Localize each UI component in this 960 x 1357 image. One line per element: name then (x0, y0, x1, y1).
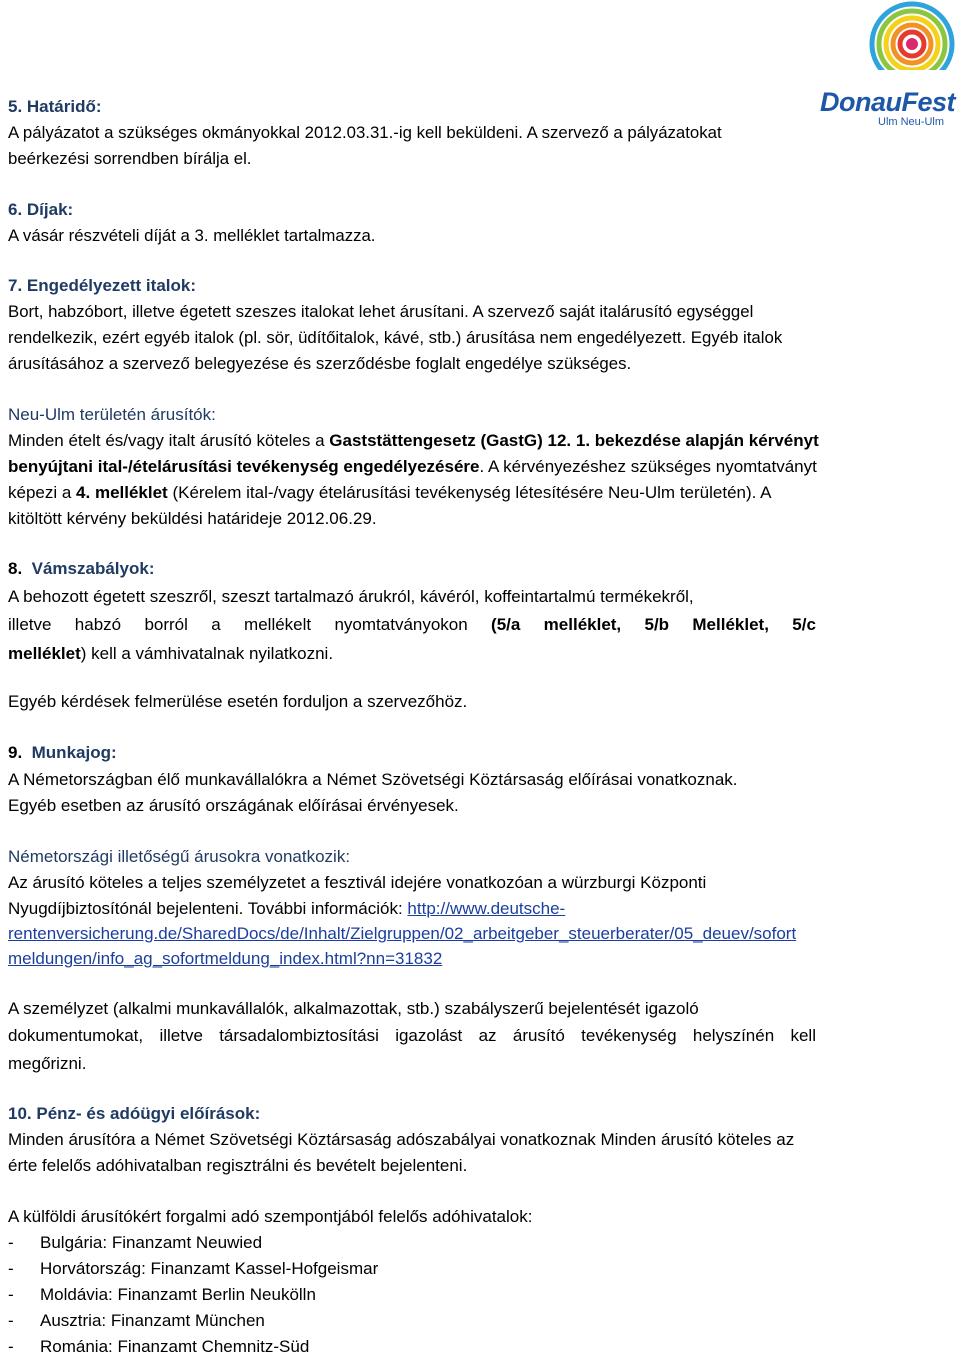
section-8-heading (8, 559, 154, 579)
tax-intro: A külföldi árusítókért forgalmi adó szempontjából felelős adóhivatalok: (8, 1207, 533, 1226)
list-item-text: Bulgária: Finanzamt Neuwied (40, 1233, 263, 1252)
section-7-line-3: árusításához a szervező belegyezése és szerződésbe foglalt engedélye szükséges. (8, 354, 632, 373)
other-questions: Egyéb kérdések felmerülése esetén forduljon a szervezőhöz. (8, 692, 468, 711)
list-dash: - (8, 1285, 14, 1304)
word: kell (790, 1026, 816, 1045)
section-6-line-1: A vásár részvételi díját a 3. melléklet tartalmazza. (8, 226, 376, 245)
neu-ulm-line-4: kitöltött kérvény beküldési határideje 2012.06.29. (8, 509, 377, 528)
list-item (8, 1259, 378, 1279)
logo-subtitle: Ulm Neu-Ulm (878, 116, 944, 128)
neu-ulm-heading: Neu-Ulm területén árusítók: (8, 405, 216, 424)
neu-ulm-line-2b: . A kérvényezéshez szükséges nyomtatványt (479, 457, 817, 476)
word: nyomtatványokon (334, 615, 468, 634)
staff-line-1: A személyzet (alkalmi munkavállalók, alkalmazottak, stb.) szabályszerű bejelentését igazoló (8, 999, 699, 1018)
neu-ulm-line-2a: benyújtani ital-/ételárusítási tevékenység engedélyezésére (8, 457, 480, 476)
germany-line-4 (8, 949, 442, 969)
word: a (211, 615, 221, 634)
section-7-line-1: Bort, habzóbort, illetve égetett szeszes italokat lehet árusítani. A szervező saját italárusító egységgel (8, 302, 754, 321)
word: illetve (159, 1026, 203, 1045)
neu-ulm-line-3c: (Kérelem ital-/vagy ételárusítási tevékenység létesítésére Neu-Ulm területén). A (167, 483, 772, 502)
section-9-heading (8, 743, 117, 763)
section-9-line-1: A Németországban élő munkavállalókra a Német Szövetségi Köztársaság előírásai vonatkoznak. (8, 770, 738, 789)
word: dokumentumokat, (8, 1026, 144, 1045)
section-10-line-1: Minden árusítóra a Német Szövetségi Köztársaság adószabályai vonatkoznak Minden árusító köteles az (8, 1130, 795, 1149)
germany-heading: Németországi illetőségű árusokra vonatkozik: (8, 847, 351, 866)
section-8-line-3a: melléklet (8, 644, 81, 663)
section-8-title: Vámszabályok: (31, 559, 155, 578)
info-link-part-3[interactable]: meldungen/info_ag_sofortmeldung_index.html?nn=31832 (8, 949, 443, 968)
section-6-heading: 6. Díjak: (8, 200, 74, 219)
germany-line-2-text: Nyugdíjbiztosítónál bejelenteni. További információk: (8, 899, 408, 918)
staff-line-2 (8, 1026, 816, 1046)
word: Melléklet, (692, 615, 769, 634)
section-8-line-1: A behozott égetett szeszről, szeszt tartalmazó árukról, kávéról, koffeintartalmú termékekről, (8, 587, 694, 606)
list-item-text: Románia: Finanzamt Chemnitz-Süd (40, 1337, 310, 1356)
word: helyszínén (692, 1026, 775, 1045)
word: igazolást (395, 1026, 463, 1045)
list-item (8, 1233, 262, 1253)
word: mellékelt (244, 615, 312, 634)
word: (5/a (491, 615, 521, 634)
section-9-number: 9. (8, 743, 23, 762)
word: az (478, 1026, 497, 1045)
section-8-line-2 (8, 615, 816, 635)
section-7-heading: 7. Engedélyezett italok: (8, 276, 196, 295)
word: illetve (8, 615, 52, 634)
neu-ulm-line-1b: Gaststättengesetz (GastG) 12. 1. bekezdése alapján kérvényt (329, 431, 819, 450)
list-item (8, 1285, 316, 1305)
word: 5/b (644, 615, 670, 634)
word: melléklet, (543, 615, 622, 634)
word: borról (144, 615, 188, 634)
neu-ulm-line-2 (8, 457, 817, 477)
list-item-text: Ausztria: Finanzamt München (40, 1311, 265, 1330)
neu-ulm-line-3 (8, 483, 771, 503)
info-link-part-1[interactable]: http://www.deutsche- (407, 899, 566, 918)
section-9-line-2: Egyéb esetben az árusító országának előírásai érvényesek. (8, 796, 459, 815)
word: árusító (512, 1026, 565, 1045)
list-item (8, 1311, 265, 1331)
neu-ulm-line-3b: 4. melléklet (76, 483, 168, 502)
germany-line-1: Az árusító köteles a teljes személyzetet a fesztivál idejére vonatkozóan a würzburgi Központi (8, 873, 707, 892)
germany-line-3 (8, 924, 796, 944)
section-7-line-2: rendelkezik, ezért egyéb italok (pl. sör, üdítőitalok, kávé, stb.) árusítása nem engedélyezett. Egyéb italok (8, 328, 783, 347)
section-5-heading: 5. Határidő: (8, 97, 102, 116)
section-9-title: Munkajog: (31, 743, 117, 762)
staff-line-3: megőrizni. (8, 1054, 87, 1073)
word: társadalombiztosítási (219, 1026, 379, 1045)
neu-ulm-line-1 (8, 431, 819, 451)
neu-ulm-line-1a: Minden ételt és/vagy italt árusító köteles a (8, 431, 330, 450)
word: tevékenység (581, 1026, 677, 1045)
list-dash: - (8, 1337, 14, 1356)
section-10-line-2: érte felelős adóhivatalban regisztrálni és bevételt bejelenteni. (8, 1156, 468, 1175)
section-10-heading: 10. Pénz- és adóügyi előírások: (8, 1104, 261, 1123)
section-5-line-1: A pályázatot a szükséges okmányokkal 2012.03.31.-ig kell beküldeni. A szervező a pályázatokat (8, 123, 722, 142)
list-dash: - (8, 1259, 14, 1278)
list-dash: - (8, 1233, 14, 1252)
list-item (8, 1337, 309, 1357)
info-link-part-2[interactable]: rentenversicherung.de/SharedDocs/de/Inhalt/Zielgruppen/02_arbeitgeber_steuerberater/05_deuev/sofort (8, 924, 797, 943)
section-8-line-3 (8, 644, 333, 664)
logo-title: DonauFest (820, 87, 956, 117)
word: 5/c (792, 615, 816, 634)
section-8-number: 8. (8, 559, 23, 578)
word: habzó (74, 615, 122, 634)
section-8-line-3b: ) kell a vámhivatalnak nyilatkozni. (80, 644, 334, 663)
neu-ulm-line-3a: képezi a (8, 483, 77, 502)
germany-line-2 (8, 899, 565, 919)
list-dash: - (8, 1311, 14, 1330)
section-5-line-2: beérkezési sorrendben bírálja el. (8, 149, 252, 168)
list-item-text: Moldávia: Finanzamt Berlin Neukölln (40, 1285, 316, 1304)
list-item-text: Horvátország: Finanzamt Kassel-Hofgeismar (40, 1259, 379, 1278)
